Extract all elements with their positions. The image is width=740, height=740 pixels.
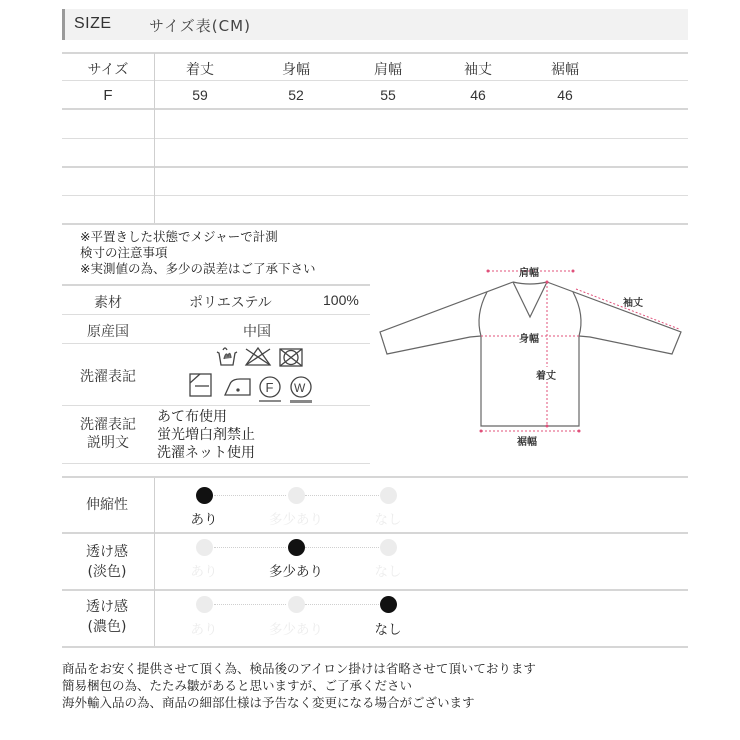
no-tumble-dry-icon [280, 349, 302, 366]
dry-clean-f-icon [259, 377, 281, 401]
size-header-en: SIZE [74, 15, 112, 32]
divider [62, 166, 688, 168]
divider [62, 646, 688, 648]
footer-note: 商品をお安く提供させて頂く為、検品後のアイロン掛けは省略させて頂いております [62, 661, 536, 676]
care-desc-label-line: 説明文 [87, 435, 129, 451]
sheer-light-option-label: あり [190, 564, 218, 580]
origin-value: 中国 [243, 324, 271, 340]
material-label: 素材 [94, 295, 122, 311]
sheer-dark-label-line: 透け感 [86, 599, 128, 615]
svg-text:F: F [265, 380, 274, 395]
care-label: 洗濯表記 [80, 369, 136, 385]
label-chest: 身幅 [519, 330, 539, 345]
footer-note: 海外輸入品の為、商品の細部仕様は予告なく変更になる場合がございます [62, 695, 475, 710]
stretch-option-label: あり [190, 512, 218, 528]
size-header [62, 9, 688, 40]
row-size: F [103, 87, 113, 104]
sheer-dark-option-label: あり [190, 622, 218, 638]
row-hem: 46 [557, 87, 573, 103]
measure-note: ※平置きした状態でメジャーで計測 [80, 229, 278, 244]
divider [62, 589, 688, 591]
care-symbols-row2 [188, 371, 318, 407]
header-shoulder: 肩幅 [374, 62, 402, 78]
label-hem: 裾幅 [517, 437, 537, 448]
sheer-dark-label-line: (濃色) [87, 619, 127, 635]
sheer-light-label-line: 透け感 [86, 544, 128, 560]
sheer-light-option-ari-dot[interactable] [196, 539, 213, 556]
divider [62, 343, 370, 344]
divider [62, 108, 688, 110]
divider [62, 52, 688, 54]
sheer-dark-option-label: なし [374, 622, 402, 638]
dot-connector [305, 547, 379, 548]
sheer-light-label [60, 542, 154, 582]
divider [62, 476, 688, 478]
care-desc-item: あて布使用 [157, 409, 227, 425]
label-shoulder: 肩幅 [519, 268, 539, 279]
dot-connector [305, 604, 379, 605]
label-sleeve: 袖丈 [623, 298, 643, 309]
svg-text:W: W [294, 381, 306, 395]
sheer-dark-option-tashou-dot[interactable] [288, 596, 305, 613]
stretch-option-ari-dot[interactable] [196, 487, 213, 504]
iron-low-icon [225, 379, 250, 395]
sheer-light-option-label: なし [374, 564, 402, 580]
measure-note: ※実測値の為、多少の誤差はご了承下さい [80, 261, 316, 276]
stretch-option-label: 多少あり [269, 512, 323, 528]
divider [62, 532, 688, 534]
divider [62, 463, 370, 464]
line-dry-shade-icon [190, 374, 211, 396]
measure-note: 検寸の注意事項 [80, 245, 168, 260]
stretch-option-nashi-dot[interactable] [380, 487, 397, 504]
sheer-dark-option-nashi-dot[interactable] [380, 596, 397, 613]
care-desc-label-line: 洗濯表記 [80, 417, 136, 433]
divider [62, 314, 370, 315]
stretch-label: 伸縮性 [86, 497, 128, 513]
no-bleach-icon [246, 348, 270, 365]
dot-connector [214, 604, 286, 605]
material-value: ポリエステル [189, 295, 272, 311]
stretch-option-tashou-dot[interactable] [288, 487, 305, 504]
sheer-light-option-tashou-dot[interactable] [288, 539, 305, 556]
hand-wash-icon [217, 348, 237, 365]
header-sleeve: 袖丈 [464, 62, 492, 78]
label-length: 着丈 [536, 367, 556, 382]
sweater-outline-icon [375, 255, 690, 455]
sheer-dark-option-label: 多少あり [269, 622, 323, 638]
sheer-dark-label [60, 597, 154, 637]
sheer-light-option-nashi-dot[interactable] [380, 539, 397, 556]
dot-connector [305, 495, 379, 496]
row-chest: 52 [288, 87, 304, 103]
header-chest: 身幅 [282, 62, 310, 78]
dot-connector [214, 547, 286, 548]
care-desc-item: 蛍光増白剤禁止 [157, 427, 255, 443]
row-sleeve: 46 [470, 87, 486, 103]
divider [62, 138, 688, 139]
footer-note: 簡易梱包の為、たたみ皺があると思いますが、ご了承ください [62, 678, 413, 693]
header-length: 着丈 [186, 62, 214, 78]
sheer-light-label-line: (淡色) [87, 564, 127, 580]
column-divider [154, 53, 155, 223]
sheer-light-option-label: 多少あり [269, 564, 323, 580]
divider [62, 284, 370, 286]
divider [62, 223, 688, 225]
column-divider [154, 478, 155, 646]
wet-clean-w-icon [290, 377, 312, 403]
care-desc-item: 洗濯ネット使用 [157, 445, 255, 461]
sheer-dark-option-ari-dot[interactable] [196, 596, 213, 613]
garment-diagram [375, 255, 690, 455]
divider [62, 80, 688, 81]
dot-connector [214, 495, 286, 496]
care-desc-label [62, 416, 154, 452]
divider [62, 195, 688, 196]
row-shoulder: 55 [380, 87, 396, 103]
header-hem: 裾幅 [551, 62, 579, 78]
origin-label: 原産国 [87, 324, 129, 340]
row-length: 59 [192, 87, 208, 103]
size-header-jp: サイズ表(CM) [149, 17, 251, 35]
stretch-option-label: なし [374, 512, 402, 528]
header-size: サイズ [87, 62, 129, 78]
material-percent: 100% [323, 292, 359, 308]
